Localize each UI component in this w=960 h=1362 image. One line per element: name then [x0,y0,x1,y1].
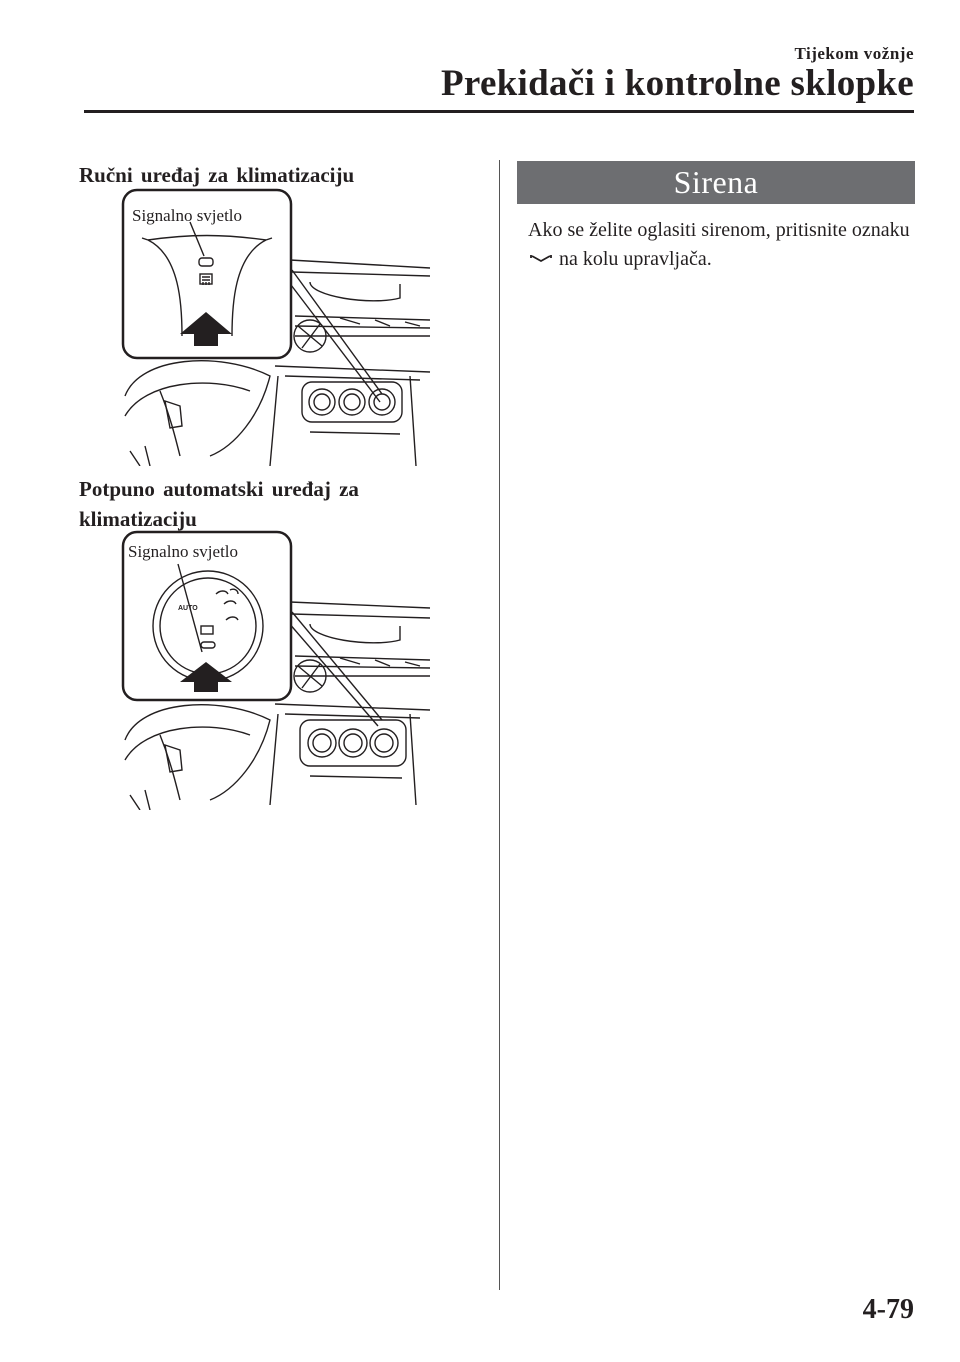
auto-climate-heading [79,474,409,534]
auto-climate-illustration [120,530,438,810]
chapter-title: Tijekom vožnje [794,44,914,63]
sirena-text-after: na kolu upravljača. [559,248,712,270]
manual-figure-label: Signalno svjetlo [132,206,243,225]
horn-icon [530,254,552,266]
sirena-paragraph [528,216,918,274]
manual-climate-illustration [120,186,438,466]
column-divider [499,160,500,1290]
manual-climate-heading: Ručni uređaj za klimatizaciju [79,163,355,187]
page-number: 4-79 [862,1294,914,1325]
sirena-heading: Sirena [517,161,915,204]
auto-figure-label: Signalno svjetlo [128,542,239,561]
sirena-text-before: Ako se želite oglasiti sirenom, pritisnite oznaku [528,219,910,241]
auto-climate-heading-text: Potpuno automatski uređaj za klimatizaciju [79,477,359,531]
header-rule [84,110,914,113]
section-title: Prekidači i kontrolne sklopke [441,63,914,104]
auto-dial-text: AUTO [178,605,198,612]
manual-climate-figure [120,186,438,466]
auto-climate-figure [120,530,438,810]
